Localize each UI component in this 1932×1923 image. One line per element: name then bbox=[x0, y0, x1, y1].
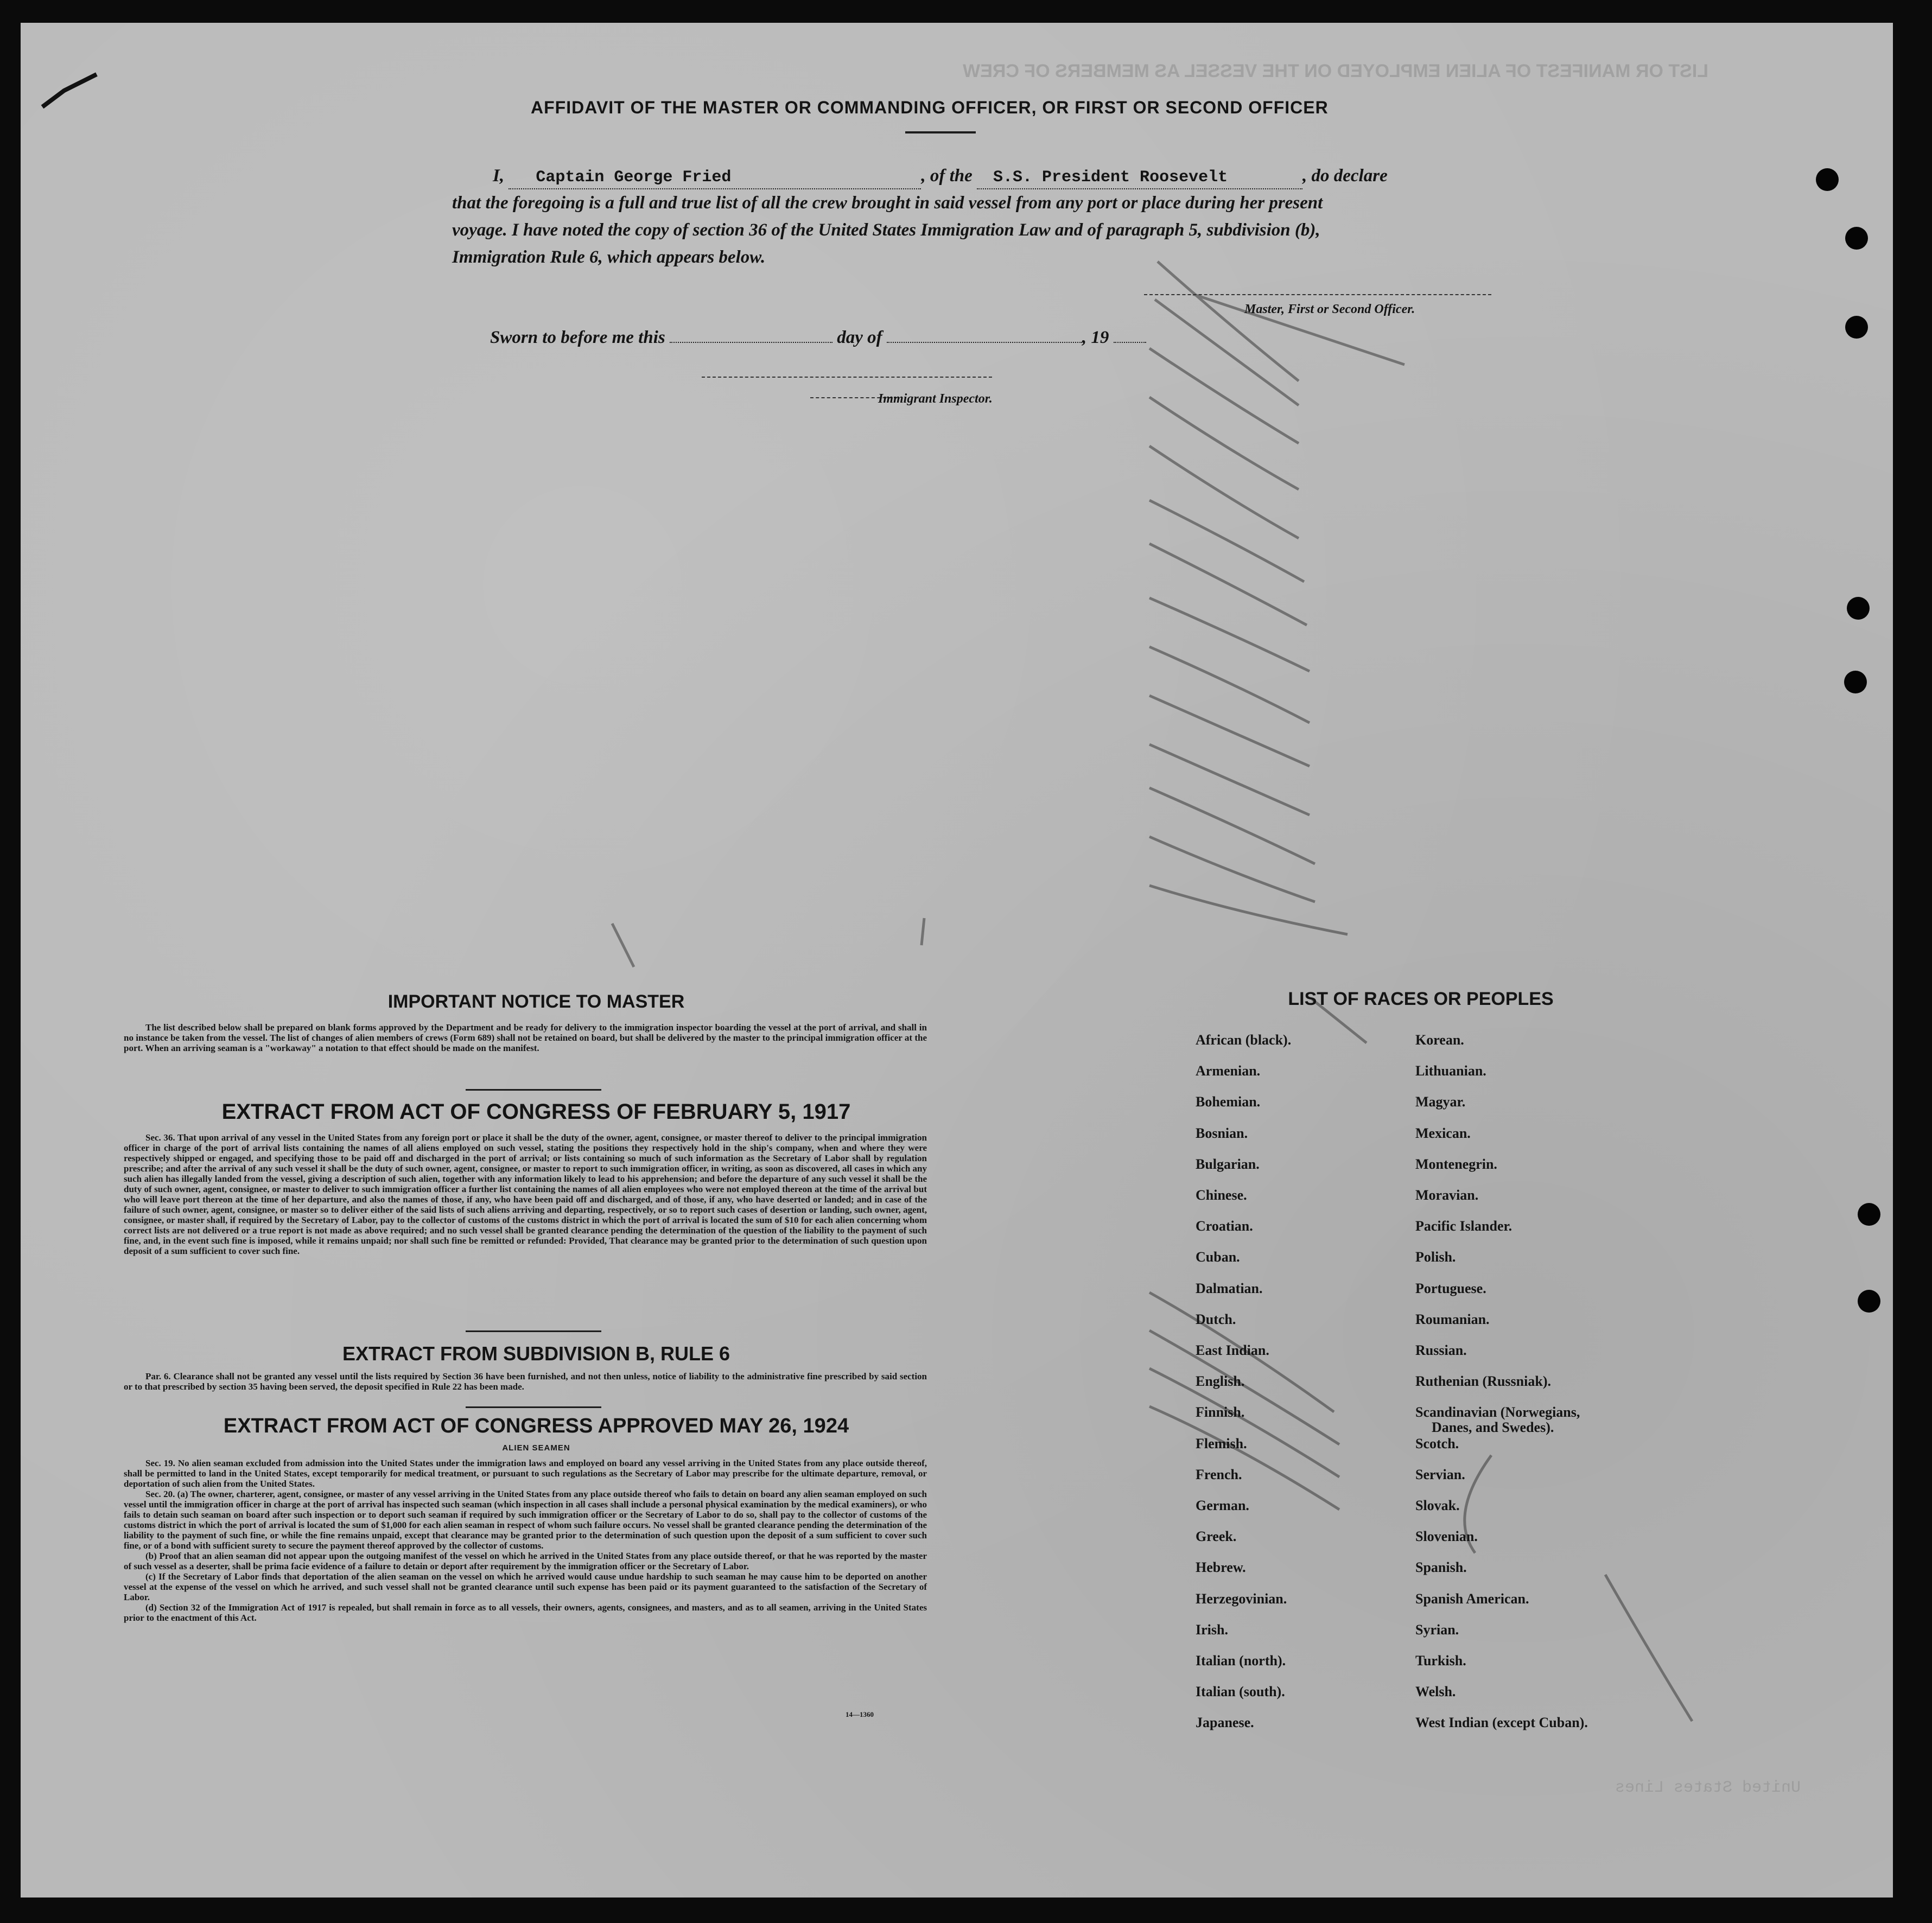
extract-1924-body bbox=[124, 1458, 927, 1623]
race-right-item: Polish. bbox=[1415, 1249, 1456, 1265]
race-right-item: Mexican. bbox=[1415, 1125, 1471, 1141]
race-left-item: Bohemian. bbox=[1196, 1094, 1261, 1110]
race-right-item: Portuguese. bbox=[1415, 1281, 1486, 1296]
race-right-item: Montenegrin. bbox=[1415, 1156, 1497, 1172]
of-the-label: , of the bbox=[921, 166, 973, 186]
race-left-item: Hebrew. bbox=[1196, 1559, 1246, 1575]
race-left-item: Herzegovinian. bbox=[1196, 1591, 1287, 1607]
section-rule-2 bbox=[466, 1330, 601, 1332]
rule6-title: EXTRACT FROM SUBDIVISION B, RULE 6 bbox=[342, 1342, 730, 1365]
race-left-item: Dalmatian. bbox=[1196, 1281, 1263, 1296]
punch-hole bbox=[1845, 316, 1868, 339]
race-left-item: Italian (south). bbox=[1196, 1684, 1285, 1699]
race-left-item: Italian (north). bbox=[1196, 1653, 1286, 1669]
race-right-item: Pacific Islander. bbox=[1415, 1218, 1512, 1234]
notice-title: IMPORTANT NOTICE TO MASTER bbox=[387, 991, 685, 1012]
race-right-item: Russian. bbox=[1415, 1342, 1467, 1358]
sworn-line bbox=[490, 327, 1146, 348]
sec20d-text: (d) Section 32 of the Immigration Act of 1917 is repealed, but shall remain in force as to all vessels, their owners, agents, consignees, and masters, and as to all seamen, arriving in the United States prior to the enactment of this Act. bbox=[124, 1602, 927, 1623]
master-signature-label: Master, First or Second Officer. bbox=[1244, 302, 1415, 316]
race-right-item: Slovenian. bbox=[1415, 1529, 1478, 1544]
bleed-footer-text: United States Lines bbox=[1615, 1779, 1801, 1797]
punch-hole bbox=[1858, 1203, 1880, 1226]
race-right-item: Turkish. bbox=[1415, 1653, 1466, 1669]
declaration-line-3: voyage. I have noted the copy of section 36 of the United States Immigration Law and of paragraph 5, subdivision (b), bbox=[452, 220, 1320, 240]
punch-hole bbox=[1816, 168, 1839, 191]
inspector-signature-line[interactable] bbox=[702, 377, 992, 378]
do-declare-label: , do declare bbox=[1302, 166, 1388, 186]
year-label: , 19 bbox=[1082, 328, 1109, 347]
punch-hole bbox=[1847, 597, 1870, 620]
declaration-line-1 bbox=[493, 165, 1388, 189]
race-left-item: German. bbox=[1196, 1498, 1249, 1513]
race-left-item: Cuban. bbox=[1196, 1249, 1240, 1265]
sworn-day-field[interactable] bbox=[670, 342, 832, 343]
i-label: I, bbox=[493, 166, 505, 186]
race-left-item: English. bbox=[1196, 1373, 1245, 1389]
race-right-item: Magyar. bbox=[1415, 1094, 1466, 1110]
race-right-item: Slovak. bbox=[1415, 1498, 1460, 1513]
race-right-item: Welsh. bbox=[1415, 1684, 1456, 1699]
race-right-item: Spanish. bbox=[1415, 1559, 1467, 1575]
race-left-item: Armenian. bbox=[1196, 1063, 1261, 1079]
section-rule-3 bbox=[466, 1406, 601, 1408]
section-rule bbox=[466, 1089, 601, 1091]
race-left-item: East Indian. bbox=[1196, 1342, 1269, 1358]
rule6-text: Par. 6. Clearance shall not be granted any vessel until the lists required by Section 36 have been furnished, and not then unless, notice of liability to the administrative fine prescribed by said section or to that prescribed by section 35 having been served, the deposit specified in Rule 22 has been made. bbox=[124, 1371, 927, 1392]
affidavit-title: AFFIDAVIT OF THE MASTER OR COMMANDING OFFICER, OR FIRST OR SECOND OFFICER bbox=[531, 98, 1329, 117]
notice-text: The list described below shall be prepared on blank forms approved by the Department and be ready for delivery to the immigration inspector boarding the vessel at the port of arrival, and shall in no instance be taken from the vessel. The list of changes of alien members of crews (Form 689) shall not be retained on board, but shall be delivered by the master to the principal immigration officer at the port. When an arriving seaman is a "workaway" a notation to that effect should be made on the manifest. bbox=[124, 1022, 927, 1053]
race-right-item: Scotch. bbox=[1415, 1436, 1459, 1451]
race-right-item: Moravian. bbox=[1415, 1187, 1479, 1203]
race-right-item: West Indian (except Cuban). bbox=[1415, 1715, 1588, 1730]
sec20a-text: Sec. 20. (a) The owner, charterer, agent, consignee, or master of any vessel arriving in the United States from any place outside thereof who fails to detain on board any alien seaman employed on such vessel until the immigration officer in charge at the port of arrival has inspected such seaman (which inspection in all cases shall include a personal physical examination by the medical examiners), or who fails to detain such seaman on board after such inspection or to deport such seaman if required by such immigration officer or the Secretary of Labor to do so, shall pay to the collector of customs of the customs district in which the port of arrival is located the sum of $1,000 for each alien seaman in respect of whom such failure occurs. No vessel shall be granted clearance pending the determination of the liability to the payment of such fine, or while the fine remains unpaid, except that clearance may be granted prior to the determination of such question upon the deposit of a sum sufficient to cover such fine, or of a bond with sufficient surety to secure the payment thereof approved by the collector of customs. bbox=[124, 1489, 927, 1551]
race-right-item: Roumanian. bbox=[1415, 1311, 1490, 1327]
sec20b-text: (b) Proof that an alien seaman did not appear upon the outgoing manifest of the vessel on which he arrived in the United States from any place outside thereof, or that he was reported by the master of such vessel as a deserter, shall be prima facie evidence of a failure to detain or deport after requirement by the immigration officer or the Secretary of Labor. bbox=[124, 1551, 927, 1571]
sworn-month-field[interactable] bbox=[887, 342, 1082, 343]
race-left-item: French. bbox=[1196, 1467, 1242, 1482]
declaration-line-4: Immigration Rule 6, which appears below. bbox=[452, 247, 766, 267]
master-signature-line[interactable] bbox=[1144, 294, 1491, 295]
title-rule bbox=[905, 131, 976, 133]
extract-1917-text: Sec. 36. That upon arrival of any vessel in the United States from any foreign port or place it shall be the duty of the owner, agent, consignee, or master thereof to deliver to the principal immigration officer in charge of the port of arrival lists containing the names of all aliens employed on such vessel, stating the positions they respectively hold in the ship's company, when and where they were respectively shipped or engaged, and specifying those to be paid off and discharged in the port of arrival; or lists containing so much of such information as the Secretary of Labor shall by regulation prescribe; and after the arrival of any such vessel it shall be the duty of such owner, agent, consignee, or master to report to such immigration officer, in writing, as soon as discovered, all cases in which any such alien has illegally landed from the vessel, giving a description of such alien, together with any information likely to lead to his apprehension; and before the departure of any such vessel it shall be the duty of such owner, agent, consignee, or master to deliver to such immigration officer a further list containing the names of all alien employees who were not employed thereon at the time of the arrival but who will leave port thereon at the time of her departure, and also the names of those, if any, who have been paid off and discharged, and of those, if any, who have deserted or landed; and in case of the failure of such owner, agent, consignee, or master so to deliver either of the said lists of such aliens arriving and departing, respectively, or so to report such cases of desertion or landing, such owner, agent, consignee, or master shall, if required by the Secretary of Labor, pay to the collector of customs of the customs district in which the port of arrival is located the sum of $10 for each alien concerning whom correct lists are not delivered or a true report is not made as above required; and no such vessel shall be granted clearance pending the determination of the question of the liability to the payment of such fine, and, in the event such fine is imposed, while it remains unpaid; nor shall such fine be remitted or refunded: Provided, That clearance may be granted prior to the determination of such question upon deposit of a sum sufficient to cover such fine. bbox=[124, 1132, 927, 1256]
inspector-label: Immigrant Inspector. bbox=[878, 392, 993, 406]
sworn-label: Sworn to before me this bbox=[490, 328, 665, 347]
race-right-item: Korean. bbox=[1415, 1032, 1464, 1048]
punch-hole bbox=[1845, 227, 1868, 250]
race-right-item: Syrian. bbox=[1415, 1622, 1459, 1638]
declaration-line-2: that the foregoing is a full and true list of all the crew brought in said vessel from any port or place during her present bbox=[452, 193, 1323, 213]
vessel-name-field[interactable]: S.S. President Roosevelt bbox=[977, 167, 1302, 189]
race-right-item: Scandinavian (Norwegians, bbox=[1415, 1404, 1580, 1420]
race-left-item: Chinese. bbox=[1196, 1187, 1247, 1203]
sec20c-text: (c) If the Secretary of Labor finds that deportation of the alien seaman on the vessel on which he arrived would cause undue hardship to such seaman he may cause him to be deported on another vessel at the expense of the vessel on which he arrived, and such vessel shall not be granted clearance until such expense has been paid or its payment guaranteed to the satisfaction of the Secretary of Labor. bbox=[124, 1571, 927, 1602]
races-title: LIST OF RACES OR PEOPLES bbox=[1288, 989, 1554, 1009]
race-right-item: Ruthenian (Russniak). bbox=[1415, 1373, 1551, 1389]
punch-hole bbox=[1844, 671, 1867, 693]
race-left-item: Japanese. bbox=[1196, 1715, 1254, 1730]
punch-hole bbox=[1858, 1290, 1880, 1313]
race-left-item: Finnish. bbox=[1196, 1404, 1245, 1420]
sec19-text: Sec. 19. No alien seaman excluded from admission into the United States under the immigration laws and employed on board any vessel arriving in the United States from any place outside thereof, shall be permitted to land in the United States, except temporarily for medical treatment, or pursuant to such regulations as the Secretary of Labor may prescribe for the ultimate departure, removal, or deportation of such alien from the United States. bbox=[124, 1458, 927, 1489]
race-left-item: Irish. bbox=[1196, 1622, 1228, 1638]
form-number: 14—1360 bbox=[846, 1710, 874, 1718]
race-right-item: Servian. bbox=[1415, 1467, 1465, 1482]
sworn-year-field[interactable] bbox=[1114, 342, 1146, 343]
bleed-header-text: LIST OR MANIFEST OF ALIEN EMPLOYED ON THE VESSEL AS MEMBERS OF CREW bbox=[963, 61, 1708, 81]
extract-1924-title: EXTRACT FROM ACT OF CONGRESS APPROVED MAY 26, 1924 bbox=[223, 1415, 849, 1437]
manifest-back-page bbox=[21, 23, 1893, 1897]
race-right-item: Danes, and Swedes). bbox=[1432, 1419, 1554, 1435]
day-of-label: day of bbox=[837, 328, 882, 347]
race-left-item: Flemish. bbox=[1196, 1436, 1247, 1451]
race-left-item: Bulgarian. bbox=[1196, 1156, 1260, 1172]
check-mark bbox=[42, 74, 97, 107]
race-left-item: African (black). bbox=[1196, 1032, 1292, 1048]
race-left-item: Bosnian. bbox=[1196, 1125, 1248, 1141]
race-left-item: Dutch. bbox=[1196, 1311, 1236, 1327]
extract-1917-title: EXTRACT FROM ACT OF CONGRESS OF FEBRUARY 5, 1917 bbox=[221, 1100, 851, 1124]
race-right-item: Lithuanian. bbox=[1415, 1063, 1486, 1079]
race-left-item: Croatian. bbox=[1196, 1218, 1253, 1234]
captain-name-field[interactable]: Captain George Fried bbox=[509, 167, 921, 189]
race-right-item: Spanish American. bbox=[1415, 1591, 1529, 1607]
alien-seamen-subtitle: ALIEN SEAMEN bbox=[502, 1443, 570, 1453]
race-left-item: Greek. bbox=[1196, 1529, 1237, 1544]
